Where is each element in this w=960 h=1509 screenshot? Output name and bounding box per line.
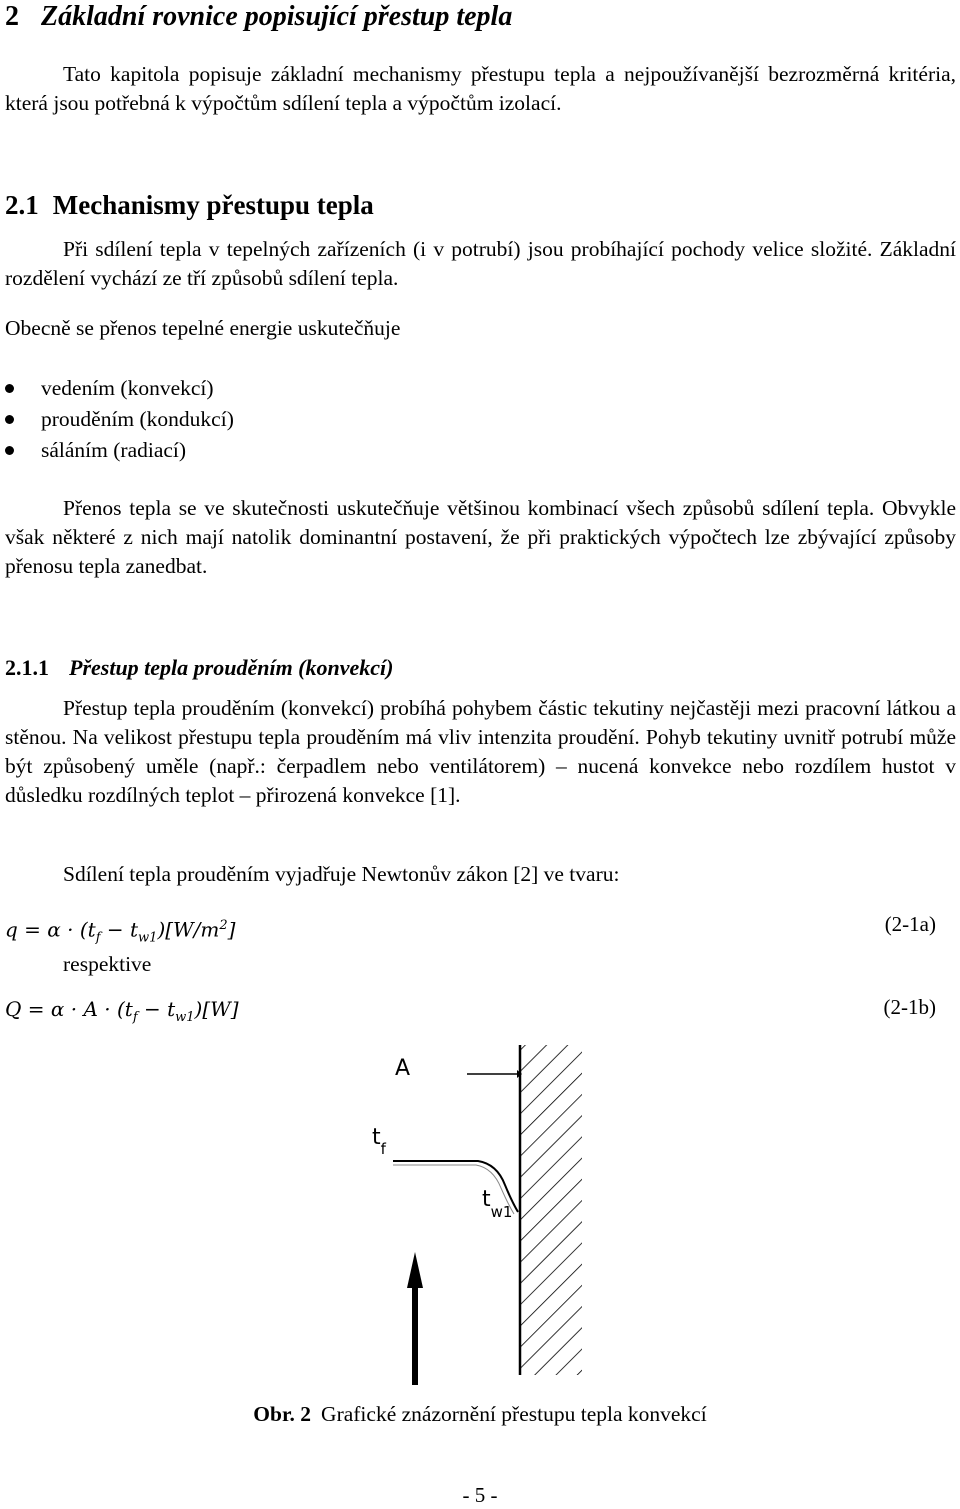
subsection-number: 2.1.1 (5, 655, 49, 680)
respektive-text: respektive (63, 952, 152, 976)
paragraph-general: Obecně se přenos tepelné energie uskutečňuje (5, 316, 401, 340)
figure-caption-text: Grafické znázornění přestupu tepla konvekcí (321, 1402, 707, 1426)
fluid-temperature-label: $t_f$ (372, 1125, 386, 1158)
chapter-number: 2 (5, 1, 19, 32)
paragraph-convection: Přestup tepla prouděním (konvekcí) probíhá pohybem částic tekutiny nejčastěji mezi pracovní látkou a stěnou. Na velikost přestupu tepla prouděním má vliv intenzita proudění. Pohyb tekutiny uvnitř potrubí může být způsobený uměle (např.: čerpadlem nebo ventilátorem) – nucená konvekce nebo rozdílem hustot v důsledku rozdílných teplot – přirozená konvekce [1]. (5, 696, 956, 807)
list-item: sáláním (radiací) (0, 435, 234, 466)
flow-arrow-head (407, 1252, 423, 1288)
subsection-title: Přestup tepla prouděním (konvekcí) (69, 655, 394, 680)
paragraph-mechanisms: Při sdílení tepla v tepelných zařízeních (i v potrubí) jsou probíhající pochody velice složité. Základní rozdělení vychází ze tří způsobů sdílení tepla. (5, 237, 956, 290)
equation-number-2-1a: (2-1a) (884, 912, 936, 936)
section-number: 2.1 (5, 190, 39, 220)
paragraph-newton: Sdílení tepla prouděním vyjadřuje Newtonův zákon [2] ve tvaru: (63, 862, 620, 886)
chapter-title: Základní rovnice popisující přestup tepla (41, 1, 513, 32)
equation-number-2-1b: (2-1b) (883, 995, 936, 1019)
area-label: A (395, 1056, 411, 1081)
equation-2-1b: $Q = \alpha \cdot A \cdot (t_f - t_{w1})[W]$ (5, 997, 239, 1025)
figure-caption-label: Obr. 2 (253, 1402, 312, 1426)
paragraph-combination: Přenos tepla se ve skutečnosti uskutečňuje většinou kombinací všech způsobů sdílení tepla. Obvykle však některé z nich mají natolik dominantní postavení, že při praktických výpočtech lze zbývající způsoby přenosu tepla zanedbat. (5, 496, 956, 578)
list-item: prouděním (kondukcí) (0, 404, 234, 435)
section-title: Mechanismy přestupu tepla (52, 190, 374, 220)
equation-2-1a: $q = \alpha \cdot (t_f - t_{w1})[W/m^2]$ (5, 917, 236, 946)
figure-caption (0, 1399, 960, 1429)
page-number: - 5 - (462, 1483, 498, 1507)
wall-temperature-label: $t_{w1}$ (482, 1187, 513, 1221)
wall-hatching (520, 1045, 582, 1375)
list-item: vedením (konvekcí) (0, 373, 234, 404)
intro-paragraph: Tato kapitola popisuje základní mechanismy přestupu tepla a nejpoužívanější bezrozměrná kritéria, která jsou potřebná k výpočtům sdílení tepla a výpočtům izolací. (5, 62, 956, 115)
